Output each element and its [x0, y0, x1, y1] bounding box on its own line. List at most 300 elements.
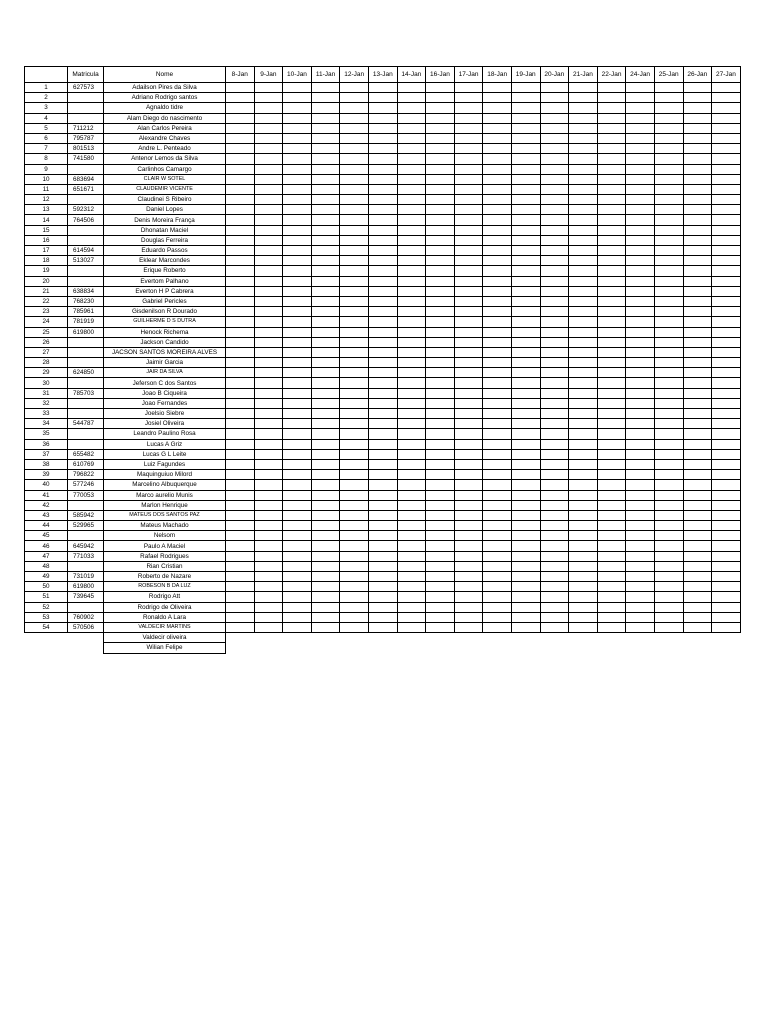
attendance-cell[interactable]	[654, 276, 683, 286]
attendance-cell[interactable]	[540, 592, 569, 602]
attendance-cell[interactable]	[226, 256, 255, 266]
attendance-cell[interactable]	[654, 337, 683, 347]
attendance-cell[interactable]	[569, 480, 598, 490]
attendance-cell[interactable]	[397, 572, 426, 582]
attendance-cell[interactable]	[626, 622, 655, 632]
attendance-cell[interactable]	[426, 327, 455, 337]
attendance-cell[interactable]	[712, 296, 741, 306]
attendance-cell[interactable]	[226, 205, 255, 215]
attendance-cell[interactable]	[597, 256, 626, 266]
attendance-cell[interactable]	[654, 358, 683, 368]
attendance-cell[interactable]	[540, 409, 569, 419]
attendance-cell[interactable]	[540, 622, 569, 632]
attendance-cell[interactable]	[254, 459, 283, 469]
attendance-cell[interactable]	[654, 480, 683, 490]
attendance-cell[interactable]	[226, 510, 255, 520]
attendance-cell[interactable]	[654, 521, 683, 531]
attendance-cell[interactable]	[654, 256, 683, 266]
attendance-cell[interactable]	[540, 164, 569, 174]
attendance-cell[interactable]	[254, 612, 283, 622]
attendance-cell[interactable]	[511, 276, 540, 286]
attendance-cell[interactable]	[483, 144, 512, 154]
attendance-cell[interactable]	[311, 429, 340, 439]
attendance-cell[interactable]	[597, 551, 626, 561]
attendance-cell[interactable]	[540, 144, 569, 154]
attendance-cell[interactable]	[540, 93, 569, 103]
attendance-cell[interactable]	[540, 174, 569, 184]
attendance-cell[interactable]	[340, 398, 369, 408]
attendance-cell[interactable]	[454, 235, 483, 245]
attendance-cell[interactable]	[683, 337, 712, 347]
attendance-cell[interactable]	[340, 296, 369, 306]
attendance-cell[interactable]	[226, 296, 255, 306]
attendance-cell[interactable]	[683, 256, 712, 266]
attendance-cell[interactable]	[454, 551, 483, 561]
attendance-cell[interactable]	[712, 307, 741, 317]
attendance-cell[interactable]	[540, 459, 569, 469]
attendance-cell[interactable]	[712, 164, 741, 174]
attendance-cell[interactable]	[368, 296, 397, 306]
attendance-cell[interactable]	[511, 205, 540, 215]
attendance-cell[interactable]	[483, 327, 512, 337]
attendance-cell[interactable]	[683, 215, 712, 225]
attendance-cell[interactable]	[626, 266, 655, 276]
attendance-cell[interactable]	[597, 317, 626, 327]
attendance-cell[interactable]	[626, 500, 655, 510]
attendance-cell[interactable]	[712, 246, 741, 256]
attendance-cell[interactable]	[626, 276, 655, 286]
attendance-cell[interactable]	[654, 286, 683, 296]
attendance-cell[interactable]	[626, 195, 655, 205]
attendance-cell[interactable]	[626, 602, 655, 612]
attendance-cell[interactable]	[226, 103, 255, 113]
attendance-cell[interactable]	[311, 144, 340, 154]
attendance-cell[interactable]	[340, 256, 369, 266]
attendance-cell[interactable]	[340, 541, 369, 551]
attendance-cell[interactable]	[397, 541, 426, 551]
attendance-cell[interactable]	[454, 480, 483, 490]
attendance-cell[interactable]	[483, 622, 512, 632]
attendance-cell[interactable]	[683, 296, 712, 306]
attendance-cell[interactable]	[426, 582, 455, 592]
attendance-cell[interactable]	[426, 459, 455, 469]
attendance-cell[interactable]	[569, 592, 598, 602]
attendance-cell[interactable]	[569, 358, 598, 368]
attendance-cell[interactable]	[397, 144, 426, 154]
attendance-cell[interactable]	[540, 266, 569, 276]
attendance-cell[interactable]	[540, 551, 569, 561]
attendance-cell[interactable]	[626, 205, 655, 215]
attendance-cell[interactable]	[683, 561, 712, 571]
attendance-cell[interactable]	[626, 480, 655, 490]
attendance-cell[interactable]	[283, 419, 312, 429]
attendance-cell[interactable]	[540, 480, 569, 490]
attendance-cell[interactable]	[368, 572, 397, 582]
attendance-cell[interactable]	[426, 470, 455, 480]
attendance-cell[interactable]	[454, 133, 483, 143]
attendance-cell[interactable]	[511, 531, 540, 541]
attendance-cell[interactable]	[226, 419, 255, 429]
attendance-cell[interactable]	[283, 317, 312, 327]
attendance-cell[interactable]	[454, 307, 483, 317]
attendance-cell[interactable]	[283, 307, 312, 317]
attendance-cell[interactable]	[569, 113, 598, 123]
attendance-cell[interactable]	[368, 561, 397, 571]
attendance-cell[interactable]	[368, 337, 397, 347]
attendance-cell[interactable]	[426, 266, 455, 276]
attendance-cell[interactable]	[397, 449, 426, 459]
attendance-cell[interactable]	[626, 459, 655, 469]
attendance-cell[interactable]	[654, 459, 683, 469]
attendance-cell[interactable]	[683, 612, 712, 622]
attendance-cell[interactable]	[483, 266, 512, 276]
attendance-cell[interactable]	[397, 510, 426, 520]
attendance-cell[interactable]	[540, 398, 569, 408]
attendance-cell[interactable]	[511, 378, 540, 388]
attendance-cell[interactable]	[540, 358, 569, 368]
attendance-cell[interactable]	[340, 521, 369, 531]
attendance-cell[interactable]	[397, 205, 426, 215]
attendance-cell[interactable]	[454, 490, 483, 500]
attendance-cell[interactable]	[540, 490, 569, 500]
attendance-cell[interactable]	[483, 419, 512, 429]
attendance-cell[interactable]	[368, 246, 397, 256]
attendance-cell[interactable]	[540, 317, 569, 327]
attendance-cell[interactable]	[340, 500, 369, 510]
attendance-cell[interactable]	[283, 296, 312, 306]
attendance-cell[interactable]	[311, 551, 340, 561]
attendance-cell[interactable]	[368, 93, 397, 103]
attendance-cell[interactable]	[340, 235, 369, 245]
attendance-cell[interactable]	[540, 531, 569, 541]
attendance-cell[interactable]	[540, 347, 569, 357]
attendance-cell[interactable]	[483, 307, 512, 317]
attendance-cell[interactable]	[340, 551, 369, 561]
attendance-cell[interactable]	[626, 133, 655, 143]
attendance-cell[interactable]	[426, 490, 455, 500]
attendance-cell[interactable]	[454, 419, 483, 429]
attendance-cell[interactable]	[283, 449, 312, 459]
attendance-cell[interactable]	[311, 470, 340, 480]
attendance-cell[interactable]	[569, 296, 598, 306]
attendance-cell[interactable]	[311, 235, 340, 245]
attendance-cell[interactable]	[511, 256, 540, 266]
attendance-cell[interactable]	[283, 256, 312, 266]
attendance-cell[interactable]	[569, 490, 598, 500]
attendance-cell[interactable]	[226, 480, 255, 490]
attendance-cell[interactable]	[712, 572, 741, 582]
attendance-cell[interactable]	[454, 225, 483, 235]
attendance-cell[interactable]	[597, 225, 626, 235]
attendance-cell[interactable]	[540, 378, 569, 388]
attendance-cell[interactable]	[712, 83, 741, 93]
attendance-cell[interactable]	[712, 582, 741, 592]
attendance-cell[interactable]	[397, 347, 426, 357]
attendance-cell[interactable]	[511, 154, 540, 164]
attendance-cell[interactable]	[683, 123, 712, 133]
attendance-cell[interactable]	[712, 592, 741, 602]
attendance-cell[interactable]	[540, 449, 569, 459]
attendance-cell[interactable]	[511, 449, 540, 459]
attendance-cell[interactable]	[483, 592, 512, 602]
attendance-cell[interactable]	[311, 246, 340, 256]
attendance-cell[interactable]	[712, 133, 741, 143]
attendance-cell[interactable]	[483, 123, 512, 133]
attendance-cell[interactable]	[226, 195, 255, 205]
attendance-cell[interactable]	[226, 622, 255, 632]
attendance-cell[interactable]	[569, 419, 598, 429]
attendance-cell[interactable]	[311, 419, 340, 429]
attendance-cell[interactable]	[483, 133, 512, 143]
attendance-cell[interactable]	[511, 296, 540, 306]
attendance-cell[interactable]	[626, 296, 655, 306]
attendance-cell[interactable]	[311, 358, 340, 368]
attendance-cell[interactable]	[597, 429, 626, 439]
attendance-cell[interactable]	[340, 439, 369, 449]
attendance-cell[interactable]	[712, 123, 741, 133]
attendance-cell[interactable]	[340, 133, 369, 143]
attendance-cell[interactable]	[426, 225, 455, 235]
attendance-cell[interactable]	[311, 83, 340, 93]
attendance-cell[interactable]	[597, 459, 626, 469]
attendance-cell[interactable]	[569, 582, 598, 592]
attendance-cell[interactable]	[368, 500, 397, 510]
attendance-cell[interactable]	[597, 510, 626, 520]
attendance-cell[interactable]	[311, 347, 340, 357]
attendance-cell[interactable]	[283, 103, 312, 113]
attendance-cell[interactable]	[368, 215, 397, 225]
attendance-cell[interactable]	[511, 480, 540, 490]
attendance-cell[interactable]	[340, 612, 369, 622]
attendance-cell[interactable]	[712, 184, 741, 194]
attendance-cell[interactable]	[454, 113, 483, 123]
attendance-cell[interactable]	[712, 490, 741, 500]
attendance-cell[interactable]	[426, 612, 455, 622]
attendance-cell[interactable]	[540, 327, 569, 337]
attendance-cell[interactable]	[426, 276, 455, 286]
attendance-cell[interactable]	[254, 113, 283, 123]
attendance-cell[interactable]	[340, 174, 369, 184]
attendance-cell[interactable]	[226, 154, 255, 164]
attendance-cell[interactable]	[654, 113, 683, 123]
attendance-cell[interactable]	[626, 327, 655, 337]
attendance-cell[interactable]	[226, 113, 255, 123]
attendance-cell[interactable]	[626, 612, 655, 622]
attendance-cell[interactable]	[540, 286, 569, 296]
attendance-cell[interactable]	[397, 622, 426, 632]
attendance-cell[interactable]	[569, 184, 598, 194]
attendance-cell[interactable]	[654, 184, 683, 194]
attendance-cell[interactable]	[597, 592, 626, 602]
attendance-cell[interactable]	[368, 358, 397, 368]
attendance-cell[interactable]	[226, 582, 255, 592]
attendance-cell[interactable]	[597, 612, 626, 622]
attendance-cell[interactable]	[511, 235, 540, 245]
attendance-cell[interactable]	[226, 93, 255, 103]
attendance-cell[interactable]	[626, 388, 655, 398]
attendance-cell[interactable]	[283, 409, 312, 419]
attendance-cell[interactable]	[426, 195, 455, 205]
attendance-cell[interactable]	[483, 398, 512, 408]
attendance-cell[interactable]	[597, 480, 626, 490]
attendance-cell[interactable]	[454, 93, 483, 103]
attendance-cell[interactable]	[454, 103, 483, 113]
attendance-cell[interactable]	[368, 113, 397, 123]
attendance-cell[interactable]	[254, 521, 283, 531]
attendance-cell[interactable]	[683, 184, 712, 194]
attendance-cell[interactable]	[569, 93, 598, 103]
attendance-cell[interactable]	[283, 347, 312, 357]
attendance-cell[interactable]	[254, 531, 283, 541]
attendance-cell[interactable]	[569, 307, 598, 317]
attendance-cell[interactable]	[226, 286, 255, 296]
attendance-cell[interactable]	[511, 622, 540, 632]
attendance-cell[interactable]	[254, 307, 283, 317]
attendance-cell[interactable]	[254, 398, 283, 408]
attendance-cell[interactable]	[454, 215, 483, 225]
attendance-cell[interactable]	[283, 500, 312, 510]
attendance-cell[interactable]	[454, 582, 483, 592]
attendance-cell[interactable]	[397, 93, 426, 103]
attendance-cell[interactable]	[397, 551, 426, 561]
attendance-cell[interactable]	[540, 541, 569, 551]
attendance-cell[interactable]	[254, 347, 283, 357]
attendance-cell[interactable]	[226, 561, 255, 571]
attendance-cell[interactable]	[283, 93, 312, 103]
attendance-cell[interactable]	[368, 541, 397, 551]
attendance-cell[interactable]	[311, 561, 340, 571]
attendance-cell[interactable]	[654, 449, 683, 459]
attendance-cell[interactable]	[454, 531, 483, 541]
attendance-cell[interactable]	[283, 551, 312, 561]
attendance-cell[interactable]	[254, 205, 283, 215]
attendance-cell[interactable]	[569, 602, 598, 612]
attendance-cell[interactable]	[426, 144, 455, 154]
attendance-cell[interactable]	[226, 184, 255, 194]
attendance-cell[interactable]	[654, 378, 683, 388]
attendance-cell[interactable]	[654, 133, 683, 143]
attendance-cell[interactable]	[454, 266, 483, 276]
attendance-cell[interactable]	[426, 602, 455, 612]
attendance-cell[interactable]	[683, 521, 712, 531]
attendance-cell[interactable]	[426, 388, 455, 398]
attendance-cell[interactable]	[483, 388, 512, 398]
attendance-cell[interactable]	[540, 133, 569, 143]
attendance-cell[interactable]	[597, 602, 626, 612]
attendance-cell[interactable]	[683, 276, 712, 286]
attendance-cell[interactable]	[597, 246, 626, 256]
attendance-cell[interactable]	[254, 490, 283, 500]
attendance-cell[interactable]	[340, 490, 369, 500]
attendance-cell[interactable]	[683, 459, 712, 469]
attendance-cell[interactable]	[426, 83, 455, 93]
attendance-cell[interactable]	[654, 225, 683, 235]
attendance-cell[interactable]	[311, 582, 340, 592]
attendance-cell[interactable]	[226, 531, 255, 541]
attendance-cell[interactable]	[226, 133, 255, 143]
attendance-cell[interactable]	[454, 358, 483, 368]
attendance-cell[interactable]	[426, 531, 455, 541]
attendance-cell[interactable]	[254, 388, 283, 398]
attendance-cell[interactable]	[654, 409, 683, 419]
attendance-cell[interactable]	[368, 622, 397, 632]
attendance-cell[interactable]	[368, 419, 397, 429]
attendance-cell[interactable]	[368, 398, 397, 408]
attendance-cell[interactable]	[254, 592, 283, 602]
attendance-cell[interactable]	[226, 235, 255, 245]
attendance-cell[interactable]	[311, 286, 340, 296]
attendance-cell[interactable]	[283, 133, 312, 143]
attendance-cell[interactable]	[683, 500, 712, 510]
attendance-cell[interactable]	[311, 174, 340, 184]
attendance-cell[interactable]	[626, 83, 655, 93]
attendance-cell[interactable]	[368, 83, 397, 93]
attendance-cell[interactable]	[511, 215, 540, 225]
attendance-cell[interactable]	[626, 531, 655, 541]
attendance-cell[interactable]	[340, 358, 369, 368]
attendance-cell[interactable]	[569, 368, 598, 378]
attendance-cell[interactable]	[540, 429, 569, 439]
attendance-cell[interactable]	[254, 622, 283, 632]
attendance-cell[interactable]	[683, 470, 712, 480]
attendance-cell[interactable]	[483, 286, 512, 296]
attendance-cell[interactable]	[368, 286, 397, 296]
attendance-cell[interactable]	[654, 103, 683, 113]
attendance-cell[interactable]	[454, 83, 483, 93]
attendance-cell[interactable]	[569, 347, 598, 357]
attendance-cell[interactable]	[283, 154, 312, 164]
attendance-cell[interactable]	[626, 521, 655, 531]
attendance-cell[interactable]	[426, 439, 455, 449]
attendance-cell[interactable]	[654, 572, 683, 582]
attendance-cell[interactable]	[569, 521, 598, 531]
attendance-cell[interactable]	[540, 113, 569, 123]
attendance-cell[interactable]	[626, 154, 655, 164]
attendance-cell[interactable]	[254, 561, 283, 571]
attendance-cell[interactable]	[483, 480, 512, 490]
attendance-cell[interactable]	[483, 225, 512, 235]
attendance-cell[interactable]	[597, 276, 626, 286]
attendance-cell[interactable]	[426, 409, 455, 419]
attendance-cell[interactable]	[540, 572, 569, 582]
attendance-cell[interactable]	[511, 347, 540, 357]
attendance-cell[interactable]	[540, 307, 569, 317]
attendance-cell[interactable]	[483, 195, 512, 205]
attendance-cell[interactable]	[368, 602, 397, 612]
attendance-cell[interactable]	[340, 592, 369, 602]
attendance-cell[interactable]	[511, 592, 540, 602]
attendance-cell[interactable]	[426, 572, 455, 582]
attendance-cell[interactable]	[340, 388, 369, 398]
attendance-cell[interactable]	[340, 286, 369, 296]
attendance-cell[interactable]	[511, 490, 540, 500]
attendance-cell[interactable]	[483, 459, 512, 469]
attendance-cell[interactable]	[511, 246, 540, 256]
attendance-cell[interactable]	[483, 93, 512, 103]
attendance-cell[interactable]	[340, 582, 369, 592]
attendance-cell[interactable]	[454, 561, 483, 571]
attendance-cell[interactable]	[683, 246, 712, 256]
attendance-cell[interactable]	[597, 266, 626, 276]
attendance-cell[interactable]	[254, 276, 283, 286]
attendance-cell[interactable]	[254, 93, 283, 103]
attendance-cell[interactable]	[712, 154, 741, 164]
attendance-cell[interactable]	[254, 246, 283, 256]
attendance-cell[interactable]	[540, 582, 569, 592]
attendance-cell[interactable]	[511, 368, 540, 378]
attendance-cell[interactable]	[254, 572, 283, 582]
attendance-cell[interactable]	[511, 317, 540, 327]
